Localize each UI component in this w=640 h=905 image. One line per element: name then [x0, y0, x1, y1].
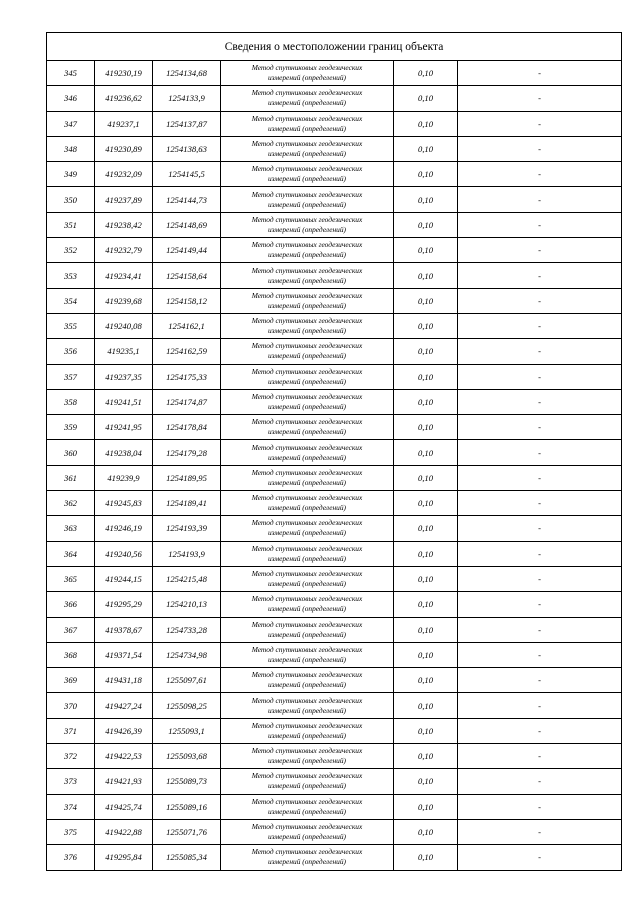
- method-cell: [221, 111, 394, 136]
- coord-y: 1255089,16: [153, 794, 221, 819]
- table-row: [47, 136, 622, 161]
- description-value: -: [458, 668, 622, 693]
- coord-y: 1254158,12: [153, 288, 221, 313]
- accuracy-value: 0,10: [394, 693, 458, 718]
- table-row: [47, 238, 622, 263]
- point-number: 357: [47, 364, 95, 389]
- coord-x: 419240,08: [95, 313, 153, 338]
- method-line-2: измерений (определений): [267, 654, 347, 664]
- table-row: [47, 668, 622, 693]
- method-cell: [221, 794, 394, 819]
- coord-y: 1254162,59: [153, 339, 221, 364]
- coord-y: 1254734,98: [153, 642, 221, 667]
- method-line-2: измерений (определений): [267, 832, 347, 842]
- coord-y: 1255093,1: [153, 718, 221, 743]
- point-number: 367: [47, 617, 95, 642]
- method-cell: [221, 566, 394, 591]
- point-number: 352: [47, 238, 95, 263]
- method-line-1: Метод спутниковых геодезических: [251, 594, 363, 604]
- method-line-2: измерений (определений): [267, 553, 347, 563]
- coord-y: 1254137,87: [153, 111, 221, 136]
- accuracy-value: 0,10: [394, 845, 458, 870]
- method-line-2: измерений (определений): [267, 427, 347, 437]
- coord-y: 1254215,48: [153, 566, 221, 591]
- accuracy-value: 0,10: [394, 718, 458, 743]
- method-line-2: измерений (определений): [267, 123, 347, 133]
- method-cell: [221, 541, 394, 566]
- table-row: [47, 415, 622, 440]
- method-line-2: измерений (определений): [267, 629, 347, 639]
- table-row: [47, 86, 622, 111]
- coord-y: 1255089,73: [153, 769, 221, 794]
- method-cell: [221, 617, 394, 642]
- accuracy-value: 0,10: [394, 111, 458, 136]
- accuracy-value: 0,10: [394, 212, 458, 237]
- table-row: [47, 541, 622, 566]
- description-value: -: [458, 364, 622, 389]
- method-cell: [221, 415, 394, 440]
- description-value: -: [458, 465, 622, 490]
- method-line-1: Метод спутниковых геодезических: [251, 139, 363, 149]
- method-line-2: измерений (определений): [267, 250, 347, 260]
- method-line-2: измерений (определений): [267, 503, 347, 513]
- method-line-2: измерений (определений): [267, 149, 347, 159]
- coord-x: 419246,19: [95, 516, 153, 541]
- method-line-1: Метод спутниковых геодезических: [251, 240, 363, 250]
- coord-y: 1254189,95: [153, 465, 221, 490]
- method-line-2: измерений (определений): [267, 806, 347, 816]
- description-value: -: [458, 187, 622, 212]
- method-cell: [221, 440, 394, 465]
- point-number: 361: [47, 465, 95, 490]
- table-row: [47, 389, 622, 414]
- method-line-1: Метод спутниковых геодезических: [251, 88, 363, 98]
- table-row: [47, 187, 622, 212]
- method-line-1: Метод спутниковых геодезических: [251, 189, 363, 199]
- method-line-2: измерений (определений): [267, 705, 347, 715]
- method-cell: [221, 162, 394, 187]
- method-line-1: Метод спутниковых геодезических: [251, 847, 363, 857]
- method-line-1: Метод спутниковых геодезических: [251, 796, 363, 806]
- accuracy-value: 0,10: [394, 794, 458, 819]
- method-line-1: Метод спутниковых геодезических: [251, 493, 363, 503]
- point-number: 356: [47, 339, 95, 364]
- method-cell: [221, 389, 394, 414]
- method-line-1: Метод спутниковых геодезических: [251, 518, 363, 528]
- description-value: -: [458, 617, 622, 642]
- point-number: 346: [47, 86, 95, 111]
- table-row: [47, 263, 622, 288]
- point-number: 362: [47, 491, 95, 516]
- coord-x: 419378,67: [95, 617, 153, 642]
- coord-x: 419241,95: [95, 415, 153, 440]
- table-row: [47, 491, 622, 516]
- coord-y: 1254210,13: [153, 592, 221, 617]
- table-row: [47, 339, 622, 364]
- coord-x: 419244,15: [95, 566, 153, 591]
- method-cell: [221, 491, 394, 516]
- method-line-1: Метод спутниковых геодезических: [251, 442, 363, 452]
- method-line-1: Метод спутниковых геодезических: [251, 644, 363, 654]
- coord-x: 419422,53: [95, 744, 153, 769]
- method-cell: [221, 288, 394, 313]
- point-number: 348: [47, 136, 95, 161]
- accuracy-value: 0,10: [394, 541, 458, 566]
- point-number: 359: [47, 415, 95, 440]
- table-row: [47, 819, 622, 844]
- description-value: -: [458, 794, 622, 819]
- coord-y: 1254193,9: [153, 541, 221, 566]
- accuracy-value: 0,10: [394, 491, 458, 516]
- point-number: 351: [47, 212, 95, 237]
- point-number: 354: [47, 288, 95, 313]
- method-cell: [221, 592, 394, 617]
- accuracy-value: 0,10: [394, 415, 458, 440]
- method-line-1: Метод спутниковых геодезических: [251, 214, 363, 224]
- description-value: -: [458, 516, 622, 541]
- coord-y: 1254178,84: [153, 415, 221, 440]
- method-line-1: Метод спутниковых геодезических: [251, 316, 363, 326]
- description-value: -: [458, 61, 622, 86]
- method-line-2: измерений (определений): [267, 326, 347, 336]
- method-line-1: Метод спутниковых геодезических: [251, 417, 363, 427]
- method-cell: [221, 136, 394, 161]
- method-line-2: измерений (определений): [267, 73, 347, 83]
- coord-y: 1255085,34: [153, 845, 221, 870]
- method-cell: [221, 769, 394, 794]
- method-line-2: измерений (определений): [267, 680, 347, 690]
- method-line-1: Метод спутниковых геодезических: [251, 63, 363, 73]
- method-cell: [221, 86, 394, 111]
- description-value: -: [458, 693, 622, 718]
- table-title: Сведения о местоположении границ объекта: [47, 33, 622, 61]
- coord-x: 419232,09: [95, 162, 153, 187]
- method-cell: [221, 465, 394, 490]
- table-row: [47, 769, 622, 794]
- accuracy-value: 0,10: [394, 263, 458, 288]
- table-row: [47, 845, 622, 870]
- point-number: 353: [47, 263, 95, 288]
- method-line-1: Метод спутниковых геодезических: [251, 265, 363, 275]
- accuracy-value: 0,10: [394, 516, 458, 541]
- point-number: 375: [47, 819, 95, 844]
- method-line-1: Метод спутниковых геодезических: [251, 113, 363, 123]
- method-line-2: измерений (определений): [267, 477, 347, 487]
- table-row: [47, 313, 622, 338]
- method-line-2: измерений (определений): [267, 604, 347, 614]
- coord-y: 1255097,61: [153, 668, 221, 693]
- description-value: -: [458, 288, 622, 313]
- table-row: [47, 794, 622, 819]
- method-line-2: измерений (определений): [267, 528, 347, 538]
- description-value: -: [458, 819, 622, 844]
- table-row: [47, 592, 622, 617]
- table-row: [47, 516, 622, 541]
- coord-y: 1254733,28: [153, 617, 221, 642]
- point-number: 350: [47, 187, 95, 212]
- method-line-2: измерений (определений): [267, 199, 347, 209]
- coord-y: 1254144,73: [153, 187, 221, 212]
- table-row: [47, 617, 622, 642]
- method-line-1: Метод спутниковых геодезических: [251, 695, 363, 705]
- accuracy-value: 0,10: [394, 592, 458, 617]
- accuracy-value: 0,10: [394, 288, 458, 313]
- coord-y: 1254133,9: [153, 86, 221, 111]
- point-number: 358: [47, 389, 95, 414]
- table-row: [47, 288, 622, 313]
- accuracy-value: 0,10: [394, 440, 458, 465]
- accuracy-value: 0,10: [394, 364, 458, 389]
- coord-x: 419421,93: [95, 769, 153, 794]
- table-row: [47, 744, 622, 769]
- method-line-2: измерений (определений): [267, 781, 347, 791]
- accuracy-value: 0,10: [394, 744, 458, 769]
- coord-x: 419427,24: [95, 693, 153, 718]
- description-value: -: [458, 845, 622, 870]
- coord-y: 1254174,87: [153, 389, 221, 414]
- point-number: 347: [47, 111, 95, 136]
- description-value: -: [458, 744, 622, 769]
- method-line-2: измерений (определений): [267, 224, 347, 234]
- accuracy-value: 0,10: [394, 566, 458, 591]
- table-row: [47, 566, 622, 591]
- point-number: 363: [47, 516, 95, 541]
- table-row: [47, 364, 622, 389]
- point-number: 345: [47, 61, 95, 86]
- method-cell: [221, 516, 394, 541]
- description-value: -: [458, 263, 622, 288]
- accuracy-value: 0,10: [394, 819, 458, 844]
- coord-y: 1254158,64: [153, 263, 221, 288]
- method-cell: [221, 819, 394, 844]
- accuracy-value: 0,10: [394, 61, 458, 86]
- coord-y: 1254189,41: [153, 491, 221, 516]
- coord-x: 419239,68: [95, 288, 153, 313]
- coord-y: 1254162,1: [153, 313, 221, 338]
- method-line-2: измерений (определений): [267, 275, 347, 285]
- method-cell: [221, 693, 394, 718]
- method-cell: [221, 61, 394, 86]
- description-value: -: [458, 339, 622, 364]
- description-value: -: [458, 86, 622, 111]
- method-line-2: измерений (определений): [267, 402, 347, 411]
- method-line-2: измерений (определений): [267, 579, 347, 589]
- boundary-table-sheet: [46, 32, 621, 871]
- method-cell: [221, 187, 394, 212]
- point-number: 374: [47, 794, 95, 819]
- accuracy-value: 0,10: [394, 617, 458, 642]
- coord-y: 1255071,76: [153, 819, 221, 844]
- coord-x: 419234,41: [95, 263, 153, 288]
- coord-x: 419230,89: [95, 136, 153, 161]
- point-number: 364: [47, 541, 95, 566]
- method-cell: [221, 364, 394, 389]
- coord-x: 419295,84: [95, 845, 153, 870]
- description-value: -: [458, 111, 622, 136]
- table-row: [47, 465, 622, 490]
- method-line-2: измерений (определений): [267, 452, 347, 462]
- table-row: [47, 642, 622, 667]
- description-value: -: [458, 415, 622, 440]
- method-line-1: Метод спутниковых геодезических: [251, 366, 363, 376]
- method-cell: [221, 313, 394, 338]
- coord-y: 1254149,44: [153, 238, 221, 263]
- method-line-1: Метод спутниковых геодезических: [251, 543, 363, 553]
- accuracy-value: 0,10: [394, 769, 458, 794]
- description-value: -: [458, 566, 622, 591]
- accuracy-value: 0,10: [394, 162, 458, 187]
- coord-x: 419240,56: [95, 541, 153, 566]
- coord-x: 419295,29: [95, 592, 153, 617]
- method-cell: [221, 339, 394, 364]
- table-row: [47, 440, 622, 465]
- coord-x: 419230,19: [95, 61, 153, 86]
- coord-y: 1254148,69: [153, 212, 221, 237]
- method-line-1: Метод спутниковых геодезических: [251, 746, 363, 756]
- coord-y: 1254179,28: [153, 440, 221, 465]
- coord-x: 419239,9: [95, 465, 153, 490]
- coord-x: 419241,51: [95, 389, 153, 414]
- point-number: 370: [47, 693, 95, 718]
- accuracy-value: 0,10: [394, 668, 458, 693]
- method-line-1: Метод спутниковых геодезических: [251, 619, 363, 629]
- coord-y: 1255093,68: [153, 744, 221, 769]
- coord-x: 419431,18: [95, 668, 153, 693]
- method-line-1: Метод спутниковых геодезических: [251, 467, 363, 477]
- accuracy-value: 0,10: [394, 642, 458, 667]
- description-value: -: [458, 389, 622, 414]
- method-line-1: Метод спутниковых геодезических: [251, 290, 363, 300]
- method-cell: [221, 668, 394, 693]
- point-number: 372: [47, 744, 95, 769]
- coord-x: 419245,83: [95, 491, 153, 516]
- point-number: 376: [47, 845, 95, 870]
- point-number: 360: [47, 440, 95, 465]
- method-line-1: Метод спутниковых геодезических: [251, 164, 363, 174]
- method-cell: [221, 238, 394, 263]
- accuracy-value: 0,10: [394, 389, 458, 414]
- method-line-2: измерений (определений): [267, 98, 347, 108]
- coord-y: 1254145,5: [153, 162, 221, 187]
- method-line-2: измерений (определений): [267, 376, 347, 386]
- description-value: -: [458, 238, 622, 263]
- coord-x: 419237,35: [95, 364, 153, 389]
- description-value: -: [458, 491, 622, 516]
- table-row: [47, 718, 622, 743]
- coord-y: 1254134,68: [153, 61, 221, 86]
- table-row: [47, 212, 622, 237]
- coord-x: 419237,89: [95, 187, 153, 212]
- description-value: -: [458, 541, 622, 566]
- accuracy-value: 0,10: [394, 339, 458, 364]
- coord-x: 419371,54: [95, 642, 153, 667]
- coord-y: 1254138,63: [153, 136, 221, 161]
- point-number: 355: [47, 313, 95, 338]
- coord-x: 419426,39: [95, 718, 153, 743]
- method-line-1: Метод спутниковых геодезических: [251, 569, 363, 579]
- table-row: [47, 111, 622, 136]
- method-cell: [221, 212, 394, 237]
- coord-x: 419422,88: [95, 819, 153, 844]
- description-value: -: [458, 592, 622, 617]
- description-value: -: [458, 212, 622, 237]
- description-value: -: [458, 162, 622, 187]
- coord-x: 419232,79: [95, 238, 153, 263]
- accuracy-value: 0,10: [394, 136, 458, 161]
- method-line-2: измерений (определений): [267, 351, 347, 361]
- coord-y: 1254193,39: [153, 516, 221, 541]
- method-cell: [221, 642, 394, 667]
- coord-x: 419425,74: [95, 794, 153, 819]
- method-line-1: Метод спутниковых геодезических: [251, 392, 363, 401]
- method-line-1: Метод спутниковых геодезических: [251, 771, 363, 781]
- coord-x: 419238,42: [95, 212, 153, 237]
- method-cell: [221, 718, 394, 743]
- description-value: -: [458, 642, 622, 667]
- method-line-2: измерений (определений): [267, 730, 347, 740]
- description-value: -: [458, 440, 622, 465]
- method-line-2: измерений (определений): [267, 857, 347, 867]
- point-number: 373: [47, 769, 95, 794]
- method-line-1: Метод спутниковых геодезических: [251, 670, 363, 680]
- accuracy-value: 0,10: [394, 313, 458, 338]
- coord-x: 419235,1: [95, 339, 153, 364]
- method-cell: [221, 845, 394, 870]
- method-line-2: измерений (определений): [267, 174, 347, 184]
- table-title-row: [47, 33, 622, 61]
- accuracy-value: 0,10: [394, 465, 458, 490]
- table-row: [47, 162, 622, 187]
- point-number: 371: [47, 718, 95, 743]
- coord-x: 419237,1: [95, 111, 153, 136]
- method-line-2: измерений (определений): [267, 300, 347, 310]
- method-line-1: Метод спутниковых геодезических: [251, 822, 363, 832]
- description-value: -: [458, 718, 622, 743]
- method-line-2: измерений (определений): [267, 756, 347, 766]
- table-row: [47, 61, 622, 86]
- table-row: [47, 693, 622, 718]
- accuracy-value: 0,10: [394, 86, 458, 111]
- accuracy-value: 0,10: [394, 187, 458, 212]
- coord-x: 419236,62: [95, 86, 153, 111]
- description-value: -: [458, 136, 622, 161]
- accuracy-value: 0,10: [394, 238, 458, 263]
- description-value: -: [458, 769, 622, 794]
- coord-y: 1255098,25: [153, 693, 221, 718]
- point-number: 369: [47, 668, 95, 693]
- coord-x: 419238,04: [95, 440, 153, 465]
- method-line-1: Метод спутниковых геодезических: [251, 341, 363, 351]
- point-number: 349: [47, 162, 95, 187]
- description-value: -: [458, 313, 622, 338]
- point-number: 368: [47, 642, 95, 667]
- coord-y: 1254175,33: [153, 364, 221, 389]
- point-number: 365: [47, 566, 95, 591]
- boundary-coordinates-table: [46, 32, 622, 871]
- method-cell: [221, 263, 394, 288]
- point-number: 366: [47, 592, 95, 617]
- method-cell: [221, 744, 394, 769]
- method-line-1: Метод спутниковых геодезических: [251, 720, 363, 730]
